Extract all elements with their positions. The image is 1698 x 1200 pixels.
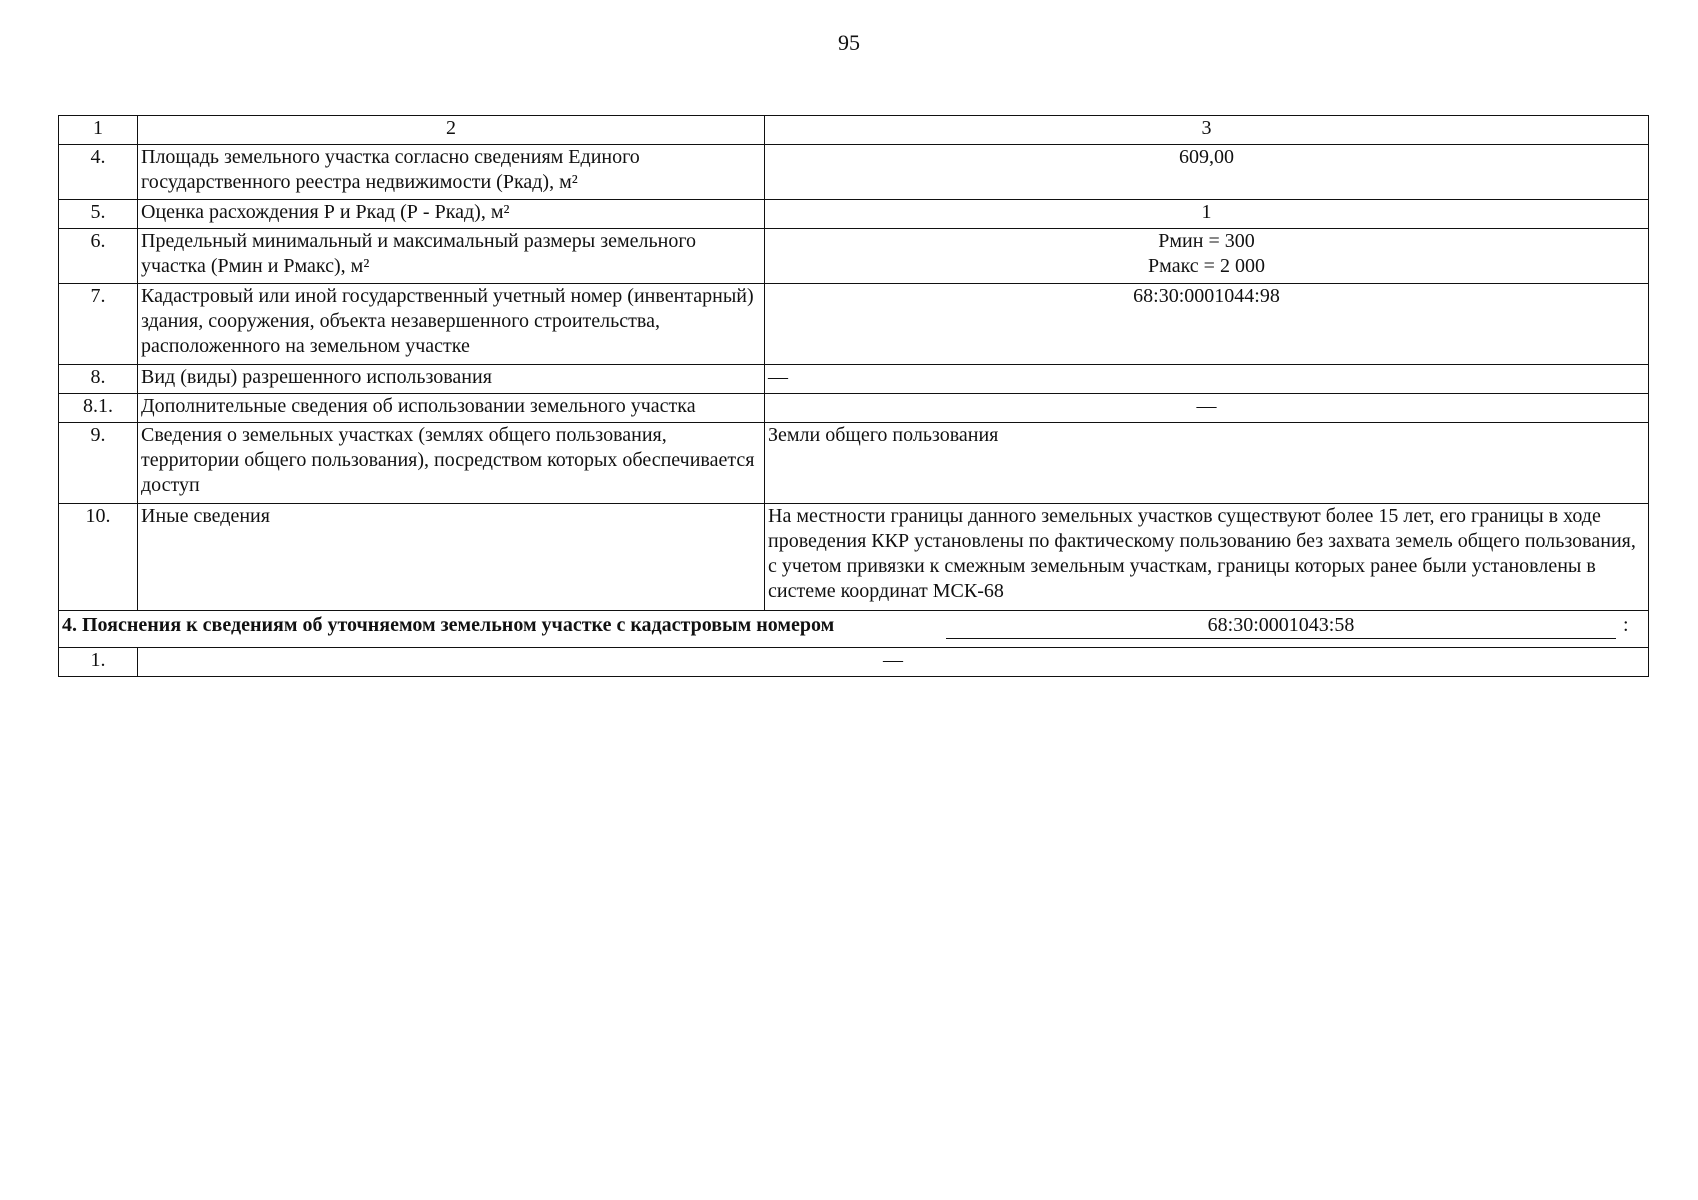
row-number: 7. [59,284,138,365]
row-label: Площадь земельного участка согласно сведениям Единого государственного реестра недвижимости (Ркад), м² [138,145,765,200]
row-label: Сведения о земельных участках (землях общего пользования, территории общего пользования), посредством которых обеспечивается доступ [138,423,765,504]
row-label: Вид (виды) разрешенного использования [138,365,765,394]
page-number: 95 [838,30,860,55]
cadastral-info-table [58,115,1649,677]
row-label: Иные сведения [138,504,765,611]
row-value: — [765,394,1649,423]
table-row [59,200,1649,229]
row-value: 609,00 [765,145,1649,200]
table-row [59,423,1649,504]
row-label: Дополнительные сведения об использовании земельного участка [138,394,765,423]
row-number: 5. [59,200,138,229]
row-value: 1 [765,200,1649,229]
row-value: Земли общего пользования [765,423,1649,504]
row-value: — [765,365,1649,394]
row-value: 68:30:0001044:98 [765,284,1649,365]
row-number: 1. [59,648,138,677]
row-label: Оценка расхождения Р и Ркад (Р - Ркад), м² [138,200,765,229]
row-number: 4. [59,145,138,200]
row-number: 8.1. [59,394,138,423]
table-row [59,229,1649,284]
row-number: 8. [59,365,138,394]
section-colon: : [1623,614,1629,636]
row-value: — [138,648,1649,677]
table-row [59,284,1649,365]
table-row [59,648,1649,677]
row-label: Предельный минимальный и максимальный размеры земельного участка (Рмин и Рмакс), м² [138,229,765,284]
table-row [59,365,1649,394]
header-col-1: 1 [59,116,138,145]
header-col-2: 2 [138,116,765,145]
table-row [59,145,1649,200]
row-number: 10. [59,504,138,611]
row-value-min: Рмин = 300 [1158,230,1255,252]
section-title: 4. Пояснения к сведениям об уточняемом земельном участке с кадастровым номером [62,614,835,636]
row-value [765,229,1649,284]
table-row [59,394,1649,423]
row-number: 9. [59,423,138,504]
section-cadastral-number: 68:30:0001043:58 [946,613,1616,639]
section-heading-cell [59,611,1649,648]
table-row [59,504,1649,611]
row-value: На местности границы данного земельных участков существуют более 15 лет, его границы в ходе проведения ККР установлены по фактическому пользованию без захвата земель общего пользования, с учетом привязки к смежным земельным участкам, границы которых ранее были установлены в системе координат МСК-68 [765,504,1649,611]
header-col-3: 3 [765,116,1649,145]
table-header-row [59,116,1649,145]
row-number: 6. [59,229,138,284]
row-value-max: Рмакс = 2 000 [1148,255,1265,277]
row-label: Кадастровый или иной государственный учетный номер (инвентарный) здания, сооружения, объекта незавершенного строительства, расположенного на земельном участке [138,284,765,365]
section-heading-row [59,611,1649,648]
